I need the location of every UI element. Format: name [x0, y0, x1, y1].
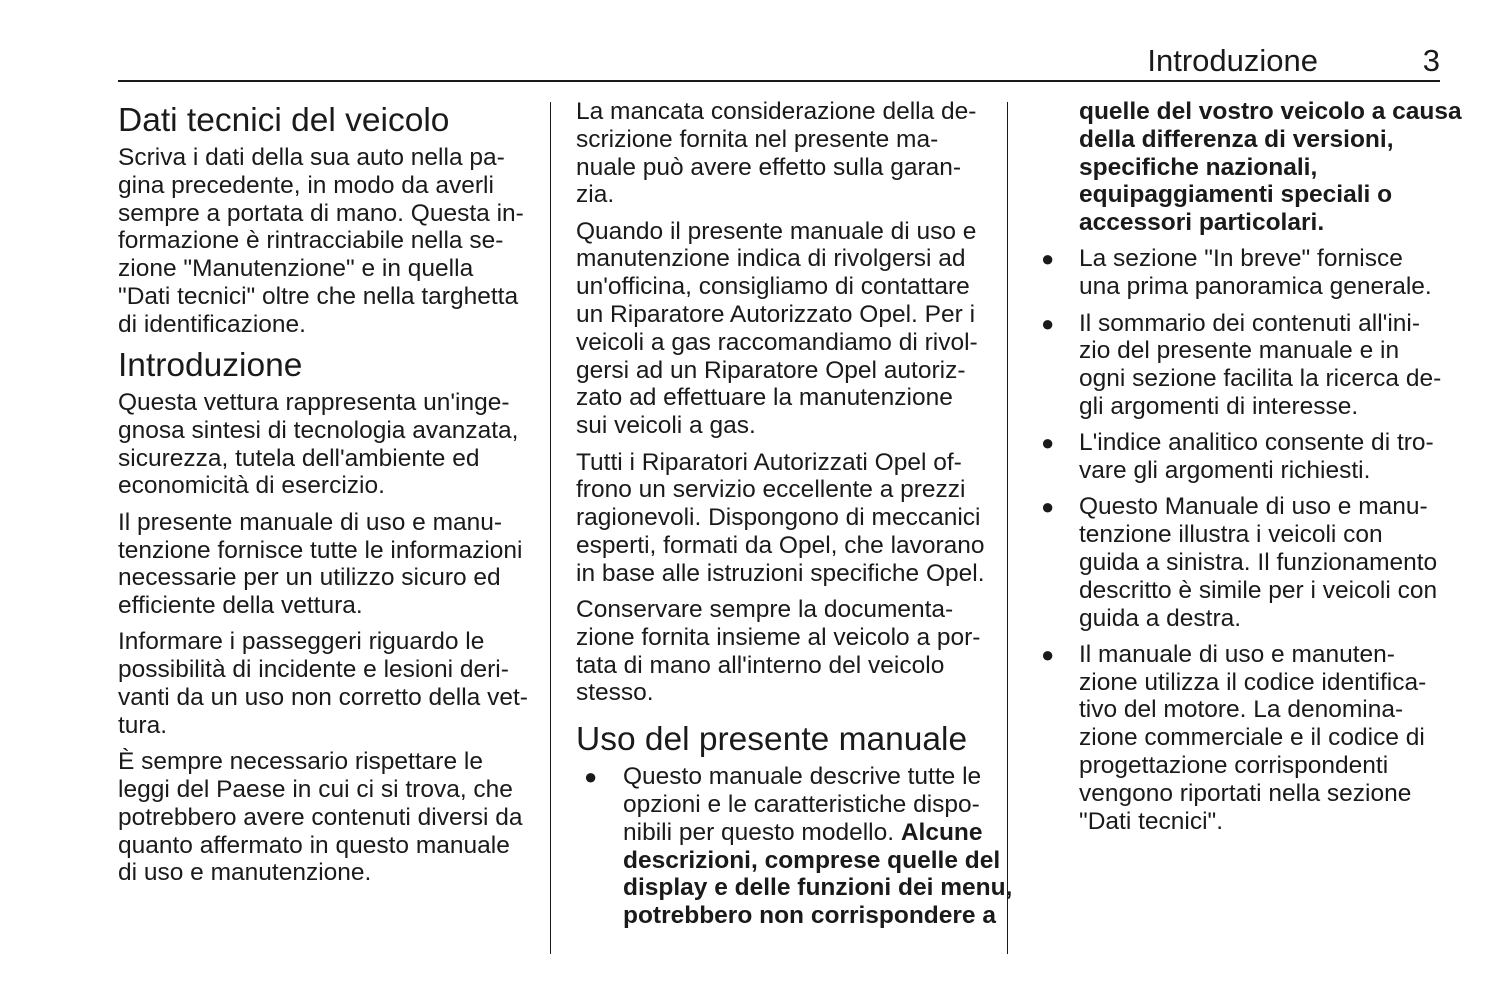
column-1	[118, 98, 534, 896]
text-line: zione fornita insieme al veicolo a por-	[576, 623, 981, 651]
text-line: ogni sezione facilita la ricerca de-	[1079, 365, 1442, 393]
list-item-text	[1079, 493, 1444, 632]
text-line: L'indice analitico consente di tro-	[1079, 429, 1434, 457]
text-line: La mancata considerazione della de-	[576, 98, 977, 125]
text-line: frono un servizio eccellente a prezzi	[576, 476, 966, 504]
text-line: vare gli argomenti richiesti.	[1079, 457, 1371, 485]
text-line: Quando il presente manuale di uso e	[576, 217, 977, 245]
paragraph	[576, 98, 992, 209]
text-line: zione "Manutenzione" e in quella	[118, 255, 474, 283]
bullet-icon: ●	[1041, 641, 1055, 667]
text-line: La sezione "In breve" fornisce	[1079, 245, 1403, 273]
text-line: nuale può avere effetto sulla garan-	[576, 153, 962, 181]
text-line: potrebbero non corrispondere a	[623, 902, 996, 930]
text-line: necessarie per un utilizzo sicuro ed	[118, 564, 501, 592]
page-number: 3	[1422, 43, 1440, 78]
bullet-icon: ●	[584, 764, 598, 790]
text-line: sui veicoli a gas.	[576, 412, 756, 440]
text-line: della differenza di versioni,	[1079, 125, 1394, 153]
text-line: una prima panoramica generale.	[1079, 273, 1432, 301]
text-fragment: nibili per questo modello.	[623, 818, 901, 846]
text-line: gersi ad un Riparatore Opel autoriz-	[576, 356, 966, 384]
text-line: formazione è rintracciabile nella se-	[118, 227, 504, 255]
list-item-text	[1079, 310, 1444, 421]
heading-dati-tecnici: Dati tecnici del veicolo	[118, 102, 450, 139]
text-line: possibilità di incidente e lesioni deri-	[118, 656, 509, 684]
list-item	[1032, 245, 1444, 301]
text-line: economicità di esercizio.	[118, 472, 385, 500]
list-item	[1032, 493, 1444, 632]
text-line: di uso e manutenzione.	[118, 859, 372, 887]
list-item-text	[1079, 245, 1444, 301]
column-3	[1032, 98, 1462, 844]
text-line: scrizione fornita nel presente ma-	[576, 125, 939, 153]
bullet-icon: ●	[1041, 494, 1055, 520]
text-line: sicurezza, tutela dell'ambiente ed	[118, 444, 480, 472]
text-line: efficiente della vettura.	[118, 592, 363, 620]
text-line: quanto affermato in questo manuale	[118, 831, 510, 859]
text-line: gina precedente, in modo da averli	[118, 171, 494, 199]
text-line: guida a sinistra. Il funzionamento	[1079, 548, 1438, 576]
column-divider-2	[1007, 102, 1008, 954]
section-title: Introduzione	[1147, 43, 1318, 78]
text-line: "Dati tecnici".	[1079, 807, 1224, 835]
text-line: specifiche nazionali,	[1079, 153, 1318, 181]
text-fragment-bold: Alcune	[900, 818, 983, 846]
text-line: di identificazione.	[118, 310, 306, 338]
text-line: sempre a portata di mano. Questa in-	[118, 199, 524, 227]
text-line: Questo Manuale di uso e manu-	[1079, 493, 1428, 521]
text-line: vengono riportati nella sezione	[1079, 779, 1412, 807]
list-item-text	[1079, 429, 1444, 485]
page-header	[118, 40, 1440, 82]
text-line: gli argomenti di interesse.	[1079, 392, 1359, 420]
heading-introduzione: Introduzione	[118, 347, 303, 385]
text-line: veicoli a gas raccomandiamo di rivol-	[576, 328, 978, 356]
list-item	[1032, 641, 1444, 836]
text-line: Questa vettura rappresenta un'inge-	[118, 389, 510, 417]
text-line: zia.	[576, 181, 615, 209]
text-line: guida a destra.	[1079, 604, 1242, 632]
bullet-list	[1032, 245, 1444, 835]
bullet-list	[576, 763, 1013, 930]
text-line: quelle del vostro veicolo a causa	[1079, 98, 1462, 125]
text-line: tenzione fornisce tutte le informazioni	[118, 536, 523, 564]
list-item	[576, 763, 1013, 930]
text-line: Tutti i Riparatori Autorizzati Opel of-	[576, 448, 962, 476]
text-line: display e delle funzioni dei menu,	[623, 874, 1013, 902]
text-line: manutenzione indica di rivolgersi ad	[576, 245, 966, 273]
text-line: leggi del Paese in cui ci si trova, che	[118, 775, 513, 803]
text-line: in base alle istruzioni specifiche Opel.	[576, 559, 985, 587]
text-line: progettazione corrispondenti	[1079, 752, 1389, 780]
text-line: gnosa sintesi di tecnologia avanzata,	[118, 416, 519, 444]
text-line: stesso.	[576, 679, 654, 707]
bullet-icon: ●	[1041, 246, 1055, 272]
list-item-text	[1079, 641, 1444, 836]
text-line: zione commerciale e il codice di	[1079, 724, 1425, 752]
paragraph	[118, 509, 534, 620]
text-line: opzioni e le caratteristiche dispo-	[623, 791, 980, 819]
text-line: ragionevoli. Dispongono di meccanici	[576, 504, 981, 532]
text-line: zione utilizza il codice identifica-	[1079, 668, 1427, 696]
list-item-text	[623, 763, 1013, 930]
text-line: un Riparatore Autorizzato Opel. Per i	[576, 301, 976, 329]
text-line: tivo del motore. La denomina-	[1079, 696, 1404, 724]
heading-uso-manuale: Uso del presente manuale	[576, 721, 968, 759]
text-line: Questo manuale descrive tutte le	[623, 763, 982, 791]
text-line: "Dati tecnici" oltre che nella targhetta	[118, 282, 519, 310]
text-line	[623, 819, 992, 847]
text-line: zato ad effettuare la manutenzione	[576, 384, 953, 412]
column-divider-1	[550, 102, 551, 954]
text-line: tura.	[118, 711, 168, 739]
paragraph	[118, 628, 534, 739]
text-line: Informare i passeggeri riguardo le	[118, 628, 485, 656]
text-line: un'officina, consigliamo di contattare	[576, 273, 970, 301]
text-line: Il presente manuale di uso e manu-	[118, 508, 503, 536]
text-line: esperti, formati da Opel, che lavorano	[576, 531, 985, 559]
text-line: tenzione illustra i veicoli con	[1079, 521, 1383, 549]
text-line: descritto è simile per i veicoli con	[1079, 576, 1438, 604]
text-line: zio del presente manuale e in	[1079, 337, 1400, 365]
bullet-icon: ●	[1041, 430, 1055, 456]
text-line: È sempre necessario rispettare le	[118, 748, 483, 776]
paragraph	[576, 449, 992, 588]
text-line: equipaggiamenti speciali o	[1079, 181, 1393, 209]
paragraph	[576, 596, 992, 707]
text-line: vanti da un uso non corretto della vet-	[118, 684, 528, 712]
list-item	[1032, 310, 1444, 421]
paragraph	[118, 389, 534, 500]
text-line: Conservare sempre la documenta-	[576, 596, 954, 624]
text-line: descrizioni, comprese quelle del	[623, 846, 1001, 874]
list-item	[1032, 429, 1444, 485]
text-line: Il manuale di uso e manuten-	[1079, 640, 1395, 668]
text-line: Scriva i dati della sua auto nella pa-	[118, 144, 505, 171]
text-line: tata di mano all'interno del veicolo	[576, 651, 945, 679]
column-2	[576, 98, 1013, 939]
text-line: potrebbero avere contenuti diversi da	[118, 803, 523, 831]
paragraph	[576, 218, 992, 440]
bullet-icon: ●	[1041, 310, 1055, 336]
list-item-continuation	[1032, 98, 1462, 237]
text-line: Il sommario dei contenuti all'ini-	[1079, 309, 1421, 337]
paragraph	[118, 748, 534, 887]
paragraph	[118, 144, 534, 339]
text-line: accessori particolari.	[1079, 209, 1325, 237]
